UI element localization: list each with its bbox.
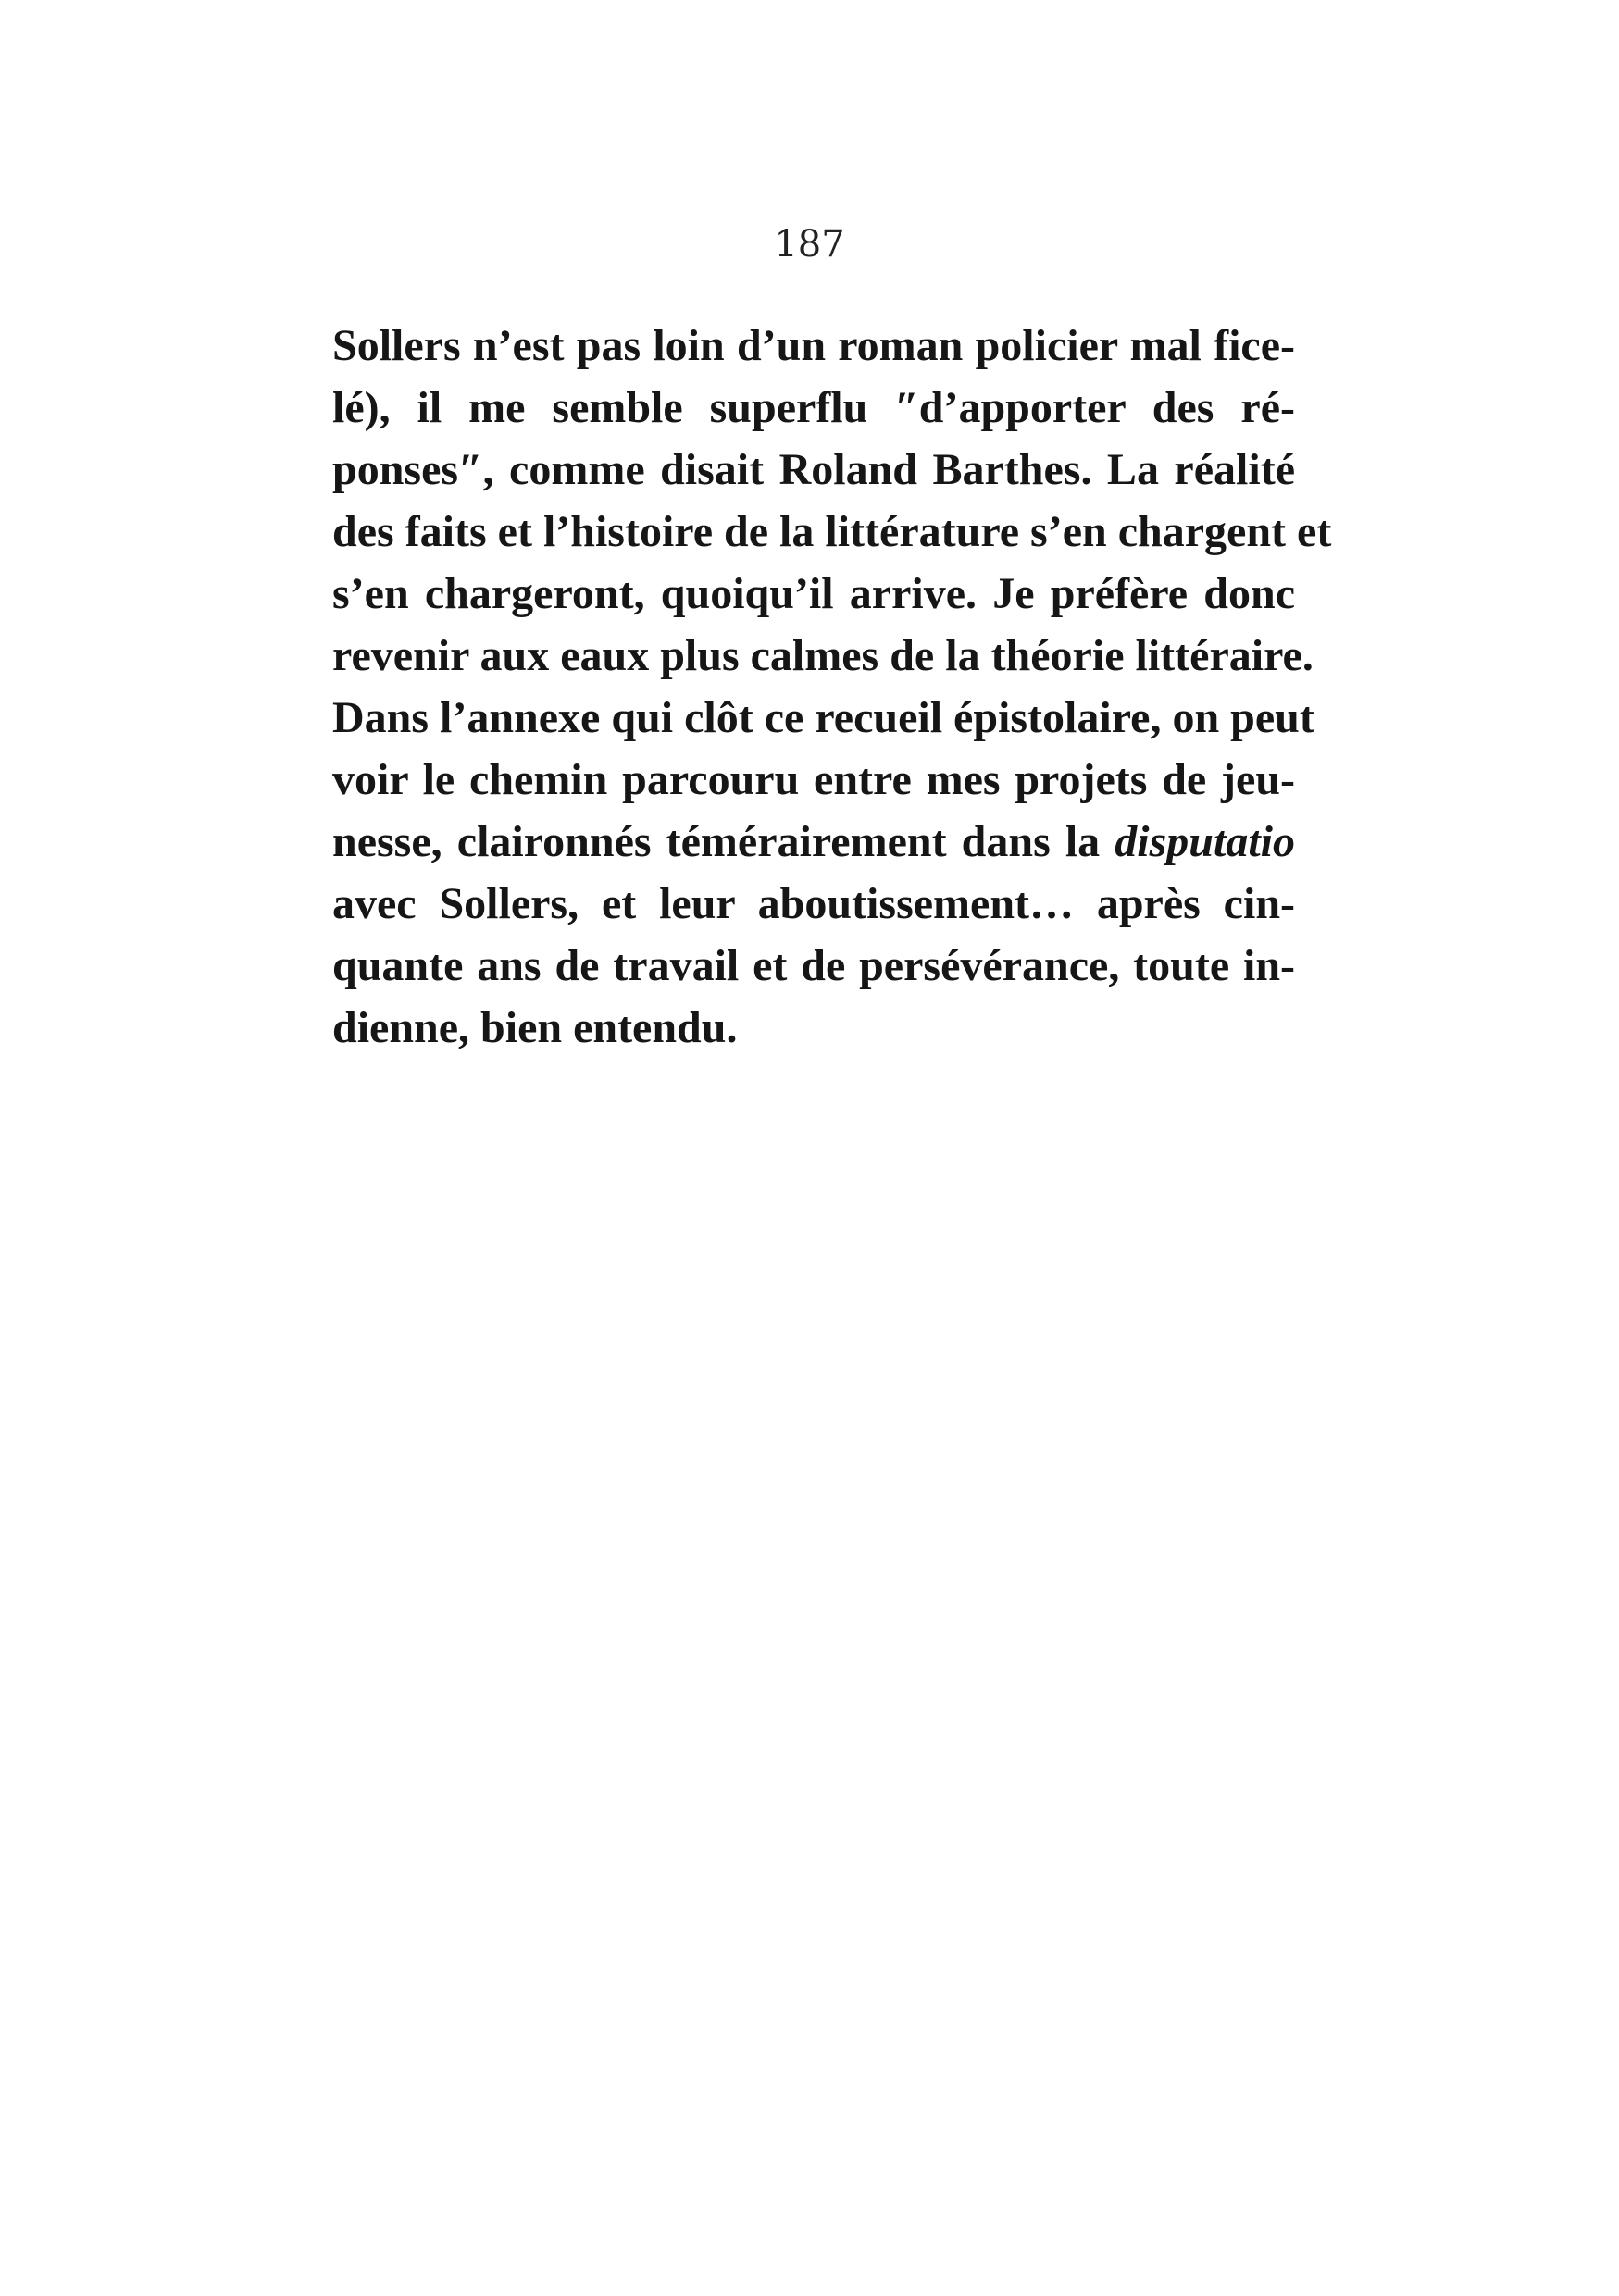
body-paragraph bbox=[332, 315, 1332, 1059]
text-line: s’en chargeront, quoiqu’il arrive. Je préfère donc bbox=[332, 569, 1295, 618]
text-line: des faits et l’histoire de la littérature s’en chargent et bbox=[332, 507, 1332, 556]
text-line-with-italic bbox=[332, 811, 1295, 873]
page-number: 187 bbox=[774, 223, 845, 266]
text-line: voir le chemin parcouru entre mes projets de jeu- bbox=[332, 755, 1295, 804]
text-segment: nesse, claironnés témérairement dans la bbox=[332, 817, 1115, 866]
text-line: Sollers n’est pas loin d’un roman policier mal fice- bbox=[332, 321, 1295, 370]
text-line: ponses″, comme disait Roland Barthes. La réalité bbox=[332, 445, 1295, 494]
text-line: avec Sollers, et leur aboutissement… après cin- bbox=[332, 879, 1295, 928]
italic-term: disputatio bbox=[1115, 817, 1295, 866]
text-line: lé), il me semble superflu ″d’apporter des ré- bbox=[332, 383, 1295, 432]
text-line-last: dienne, bien entendu. bbox=[332, 1003, 738, 1052]
text-line: revenir aux eaux plus calmes de la théorie littéraire. bbox=[332, 631, 1314, 680]
text-line: quante ans de travail et de persévérance, toute in- bbox=[332, 941, 1295, 990]
text-line: Dans l’annexe qui clôt ce recueil épistolaire, on peut bbox=[332, 693, 1314, 742]
